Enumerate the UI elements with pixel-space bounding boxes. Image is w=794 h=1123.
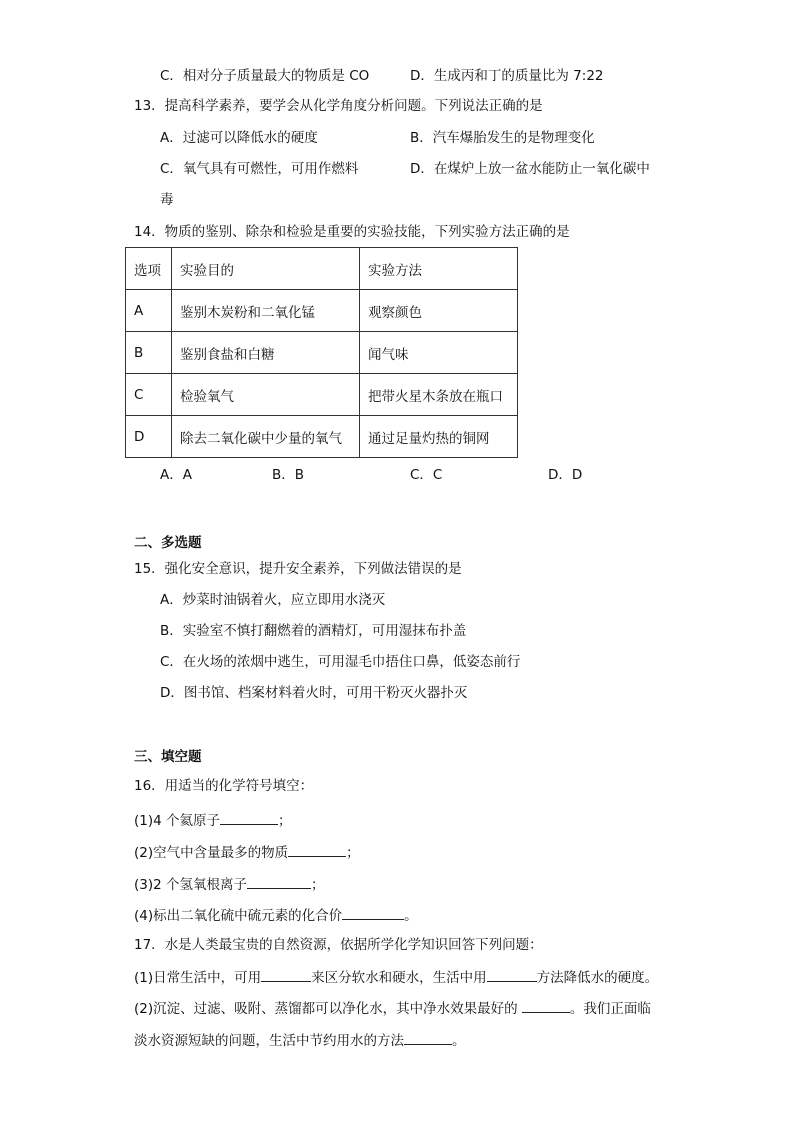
q16-part-1 [134, 810, 292, 830]
q16-part-1-end: ； [278, 813, 292, 829]
table-cell: 闻气味 [360, 332, 518, 374]
table-row [126, 374, 518, 416]
answer-blank[interactable] [247, 874, 311, 889]
q13-option-b: B．汽车爆胎发生的是物理变化 [410, 130, 595, 146]
table-cell: B [126, 332, 172, 374]
q15-stem: 15．强化安全意识，提升安全素养，下列做法错误的是 [134, 561, 462, 577]
q17-part-1 [134, 967, 658, 987]
answer-blank[interactable] [487, 967, 537, 982]
q13-option-c: C．氧气具有可燃性，可用作燃料 [160, 161, 359, 177]
table-cell: 观察颜色 [360, 290, 518, 332]
table-cell: C [126, 374, 172, 416]
q16-part-3-end: ； [311, 877, 325, 893]
table-cell: 除去二氧化碳中少量的氧气 [172, 416, 360, 458]
q16-part-2-text: (2)空气中含量最多的物质 [134, 845, 289, 861]
answer-blank[interactable] [522, 998, 570, 1013]
q16-stem: 16．用适当的化学符号填空： [134, 778, 314, 794]
table-cell: 检验氧气 [172, 374, 360, 416]
table-header-cell: 实验方法 [360, 248, 518, 290]
q14-table [125, 247, 518, 458]
q17-part-1-text-b: 来区分软水和硬水，生活中用 [311, 970, 487, 986]
q17-part-1-text-c: 方法降低水的硬度。 [536, 970, 659, 986]
q17-part-1-text-a: (1)日常生活中，可用 [134, 970, 262, 986]
q14-option-b: B．B [272, 467, 305, 483]
table-cell: A [126, 290, 172, 332]
section-title-fill-in: 三、填空题 [134, 749, 202, 765]
table-row [126, 332, 518, 374]
q12-option-d: D．生成丙和丁的质量比为 7:22 [410, 68, 604, 84]
table-header-cell: 实验目的 [172, 248, 360, 290]
table-header-cell: 选项 [126, 248, 172, 290]
table-cell: 鉴别食盐和白糖 [172, 332, 360, 374]
q15-option-c: C．在火场的浓烟中逃生，可用湿毛巾捂住口鼻，低姿态前行 [160, 654, 521, 670]
q14-stem: 14．物质的鉴别、除杂和检验是重要的实验技能，下列实验方法正确的是 [134, 224, 570, 240]
q13-option-a: A．过滤可以降低水的硬度 [160, 130, 318, 146]
q17-part-2-text-d: 。 [452, 1033, 466, 1049]
q16-part-3-text: (3)2 个氢氧根离子 [134, 877, 248, 893]
table-cell: D [126, 416, 172, 458]
q15-option-d: D．图书馆、档案材料着火时，可用干粉灭火器扑灭 [160, 685, 468, 701]
answer-blank[interactable] [404, 1030, 452, 1045]
q17-stem: 17．水是人类最宝贵的自然资源，依据所学化学知识回答下列问题： [134, 937, 543, 953]
q17-part-2-continued [134, 1030, 466, 1050]
q17-part-2-text-b: 。我们正面临 [569, 1001, 651, 1017]
q17-part-2-text-a: (2)沉淀、过滤、吸附、蒸馏都可以净化水，其中净水效果最好的 [134, 1001, 522, 1017]
q14-option-a: A．A [160, 467, 192, 483]
table-cell: 把带火星木条放在瓶口 [360, 374, 518, 416]
answer-blank[interactable] [288, 842, 346, 857]
q16-part-2 [134, 842, 360, 862]
q13-stem: 13．提高科学素养，要学会从化学角度分析问题。下列说法正确的是 [134, 98, 543, 114]
q13-option-d-continued: 毒 [160, 192, 174, 208]
q17-part-2 [134, 998, 651, 1018]
table-cell: 鉴别木炭粉和二氧化锰 [172, 290, 360, 332]
q16-part-2-end: ； [346, 845, 360, 861]
q17-part-2-text-c: 淡水资源短缺的问题，生活中节约用水的方法 [134, 1033, 404, 1049]
answer-blank[interactable] [342, 905, 404, 920]
q16-part-1-text: (1)4 个氦原子 [134, 813, 221, 829]
table-header-row [126, 248, 518, 290]
table-cell: 通过足量灼热的铜网 [360, 416, 518, 458]
answer-blank[interactable] [220, 810, 278, 825]
q16-part-4-text: (4)标出二氧化硫中硫元素的化合价 [134, 908, 343, 924]
q13-option-d: D．在煤炉上放一盆水能防止一氧化碳中 [410, 161, 650, 177]
q12-option-c: C．相对分子质量最大的物质是 CO [160, 68, 370, 84]
q15-option-b: B．实验室不慎打翻燃着的酒精灯，可用湿抹布扑盖 [160, 623, 467, 639]
q16-part-3 [134, 874, 325, 894]
q14-option-d: D．D [548, 467, 583, 483]
q15-option-a: A．炒菜时油锅着火，应立即用水浇灭 [160, 592, 386, 608]
section-title-multiple-choice: 二、多选题 [134, 535, 202, 551]
table-row [126, 290, 518, 332]
q14-option-c: C．C [410, 467, 443, 483]
table-row [126, 416, 518, 458]
q16-part-4-end: 。 [404, 908, 418, 924]
q16-part-4 [134, 905, 418, 925]
answer-blank[interactable] [261, 967, 311, 982]
